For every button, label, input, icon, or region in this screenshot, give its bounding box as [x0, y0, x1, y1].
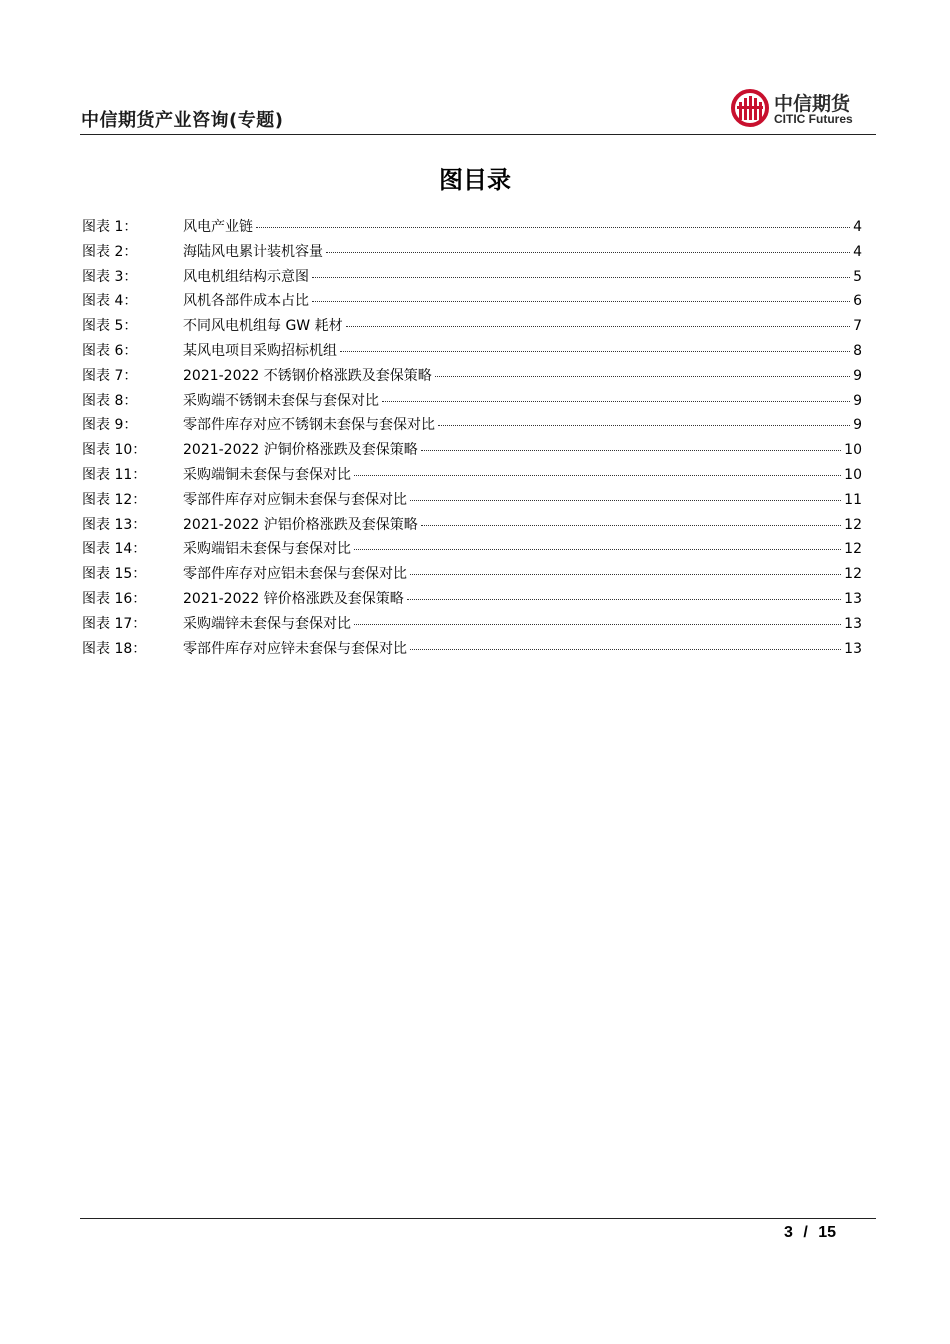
report-header-title: 中信期货产业咨询(专题) — [81, 110, 284, 131]
toc-leader-dots — [410, 649, 841, 650]
toc-entry-text: 风电产业链 — [183, 219, 253, 235]
toc-leader-dots — [256, 227, 850, 228]
toc-entry-label: 图表 13： — [82, 516, 147, 533]
toc-entry-text: 采购端锌未套保与套保对比 — [183, 615, 351, 632]
toc-entry-page: 13 — [844, 615, 862, 632]
toc-entry-page: 13 — [844, 590, 862, 607]
toc-entry[interactable] — [82, 538, 862, 563]
toc-leader-dots — [354, 475, 841, 476]
toc-leader-dots — [410, 574, 841, 575]
toc-leader-dots — [354, 549, 841, 550]
toc-entry-label: 图表 8： — [82, 392, 138, 409]
toc-leader-dots — [340, 351, 850, 352]
toc-entry[interactable] — [82, 414, 862, 439]
toc-entry[interactable] — [82, 241, 862, 266]
toc-entry-page: 7 — [853, 318, 862, 335]
toc-entry-page: 9 — [853, 417, 862, 434]
toc-entry-label: 图表 5： — [82, 318, 138, 335]
toc-entry-text: 2021-2022 不锈钢价格涨跌及套保策略 — [183, 367, 432, 384]
toc-entry[interactable] — [82, 563, 862, 588]
toc-entry-label: 图表 4： — [82, 293, 138, 310]
toc-entry[interactable] — [82, 290, 862, 315]
toc-entry-label: 图表 11： — [82, 466, 147, 483]
toc-entry-text: 不同风电机组每 GW 耗材 — [183, 318, 343, 335]
toc-entry[interactable] — [82, 638, 862, 663]
toc-entry[interactable] — [82, 216, 862, 241]
toc-entry-text: 采购端铝未套保与套保对比 — [183, 541, 351, 558]
toc-entry-label: 图表 9： — [82, 417, 138, 434]
toc-entry-label: 图表 14： — [82, 541, 147, 558]
toc-title: 图目录 — [439, 166, 511, 194]
toc-leader-dots — [354, 624, 841, 625]
toc-leader-dots — [312, 277, 850, 278]
toc-entry[interactable] — [82, 390, 862, 415]
header-divider — [80, 134, 876, 135]
toc-entry-page: 4 — [853, 219, 862, 235]
toc-entry-page: 5 — [853, 268, 862, 285]
toc-entry[interactable] — [82, 315, 862, 340]
toc-entry[interactable] — [82, 439, 862, 464]
toc-entry-label: 图表 2： — [82, 243, 138, 260]
toc-entry-text: 零部件库存对应铝未套保与套保对比 — [183, 566, 407, 583]
logo-text-chinese: 中信期货 — [774, 93, 851, 115]
toc-entry-text: 零部件库存对应不锈钢未套保与套保对比 — [183, 417, 435, 434]
toc-entry-page: 13 — [844, 640, 862, 657]
toc-entry-label: 图表 6： — [82, 342, 138, 359]
toc-entry-page: 6 — [853, 293, 862, 310]
toc-entry-page: 10 — [844, 466, 862, 483]
toc-leader-dots — [326, 252, 850, 253]
toc-entry-page: 8 — [853, 342, 862, 359]
toc-entry[interactable] — [82, 340, 862, 365]
toc-leader-dots — [421, 450, 841, 451]
citic-futures-logo — [730, 86, 862, 130]
toc-leader-dots — [346, 326, 850, 327]
logo-text-english: CITIC Futures — [774, 112, 853, 126]
toc-leader-dots — [438, 425, 850, 426]
toc-entry-label: 图表 12： — [82, 491, 147, 508]
toc-entry[interactable] — [82, 613, 862, 638]
page-number: 3 / 15 — [783, 1224, 837, 1241]
toc-entry-page: 11 — [844, 491, 862, 508]
toc-entry-label: 图表 1： — [82, 219, 138, 235]
toc-entry-page: 10 — [844, 442, 862, 459]
toc-entry-label: 图表 17： — [82, 615, 147, 632]
toc-entry-page: 9 — [853, 367, 862, 384]
toc-entry[interactable] — [82, 266, 862, 291]
toc-entry-text: 某风电项目采购招标机组 — [183, 342, 337, 359]
toc-list — [82, 216, 862, 662]
toc-entry-text: 2021-2022 沪铝价格涨跌及套保策略 — [183, 516, 418, 533]
toc-leader-dots — [410, 500, 841, 501]
toc-entry-text: 采购端不锈钢未套保与套保对比 — [183, 392, 379, 409]
toc-entry-text: 零部件库存对应锌未套保与套保对比 — [183, 640, 407, 657]
toc-leader-dots — [407, 599, 841, 600]
toc-entry-text: 零部件库存对应铜未套保与套保对比 — [183, 491, 407, 508]
toc-leader-dots — [382, 401, 850, 402]
toc-entry-page: 12 — [844, 541, 862, 558]
toc-entry-text: 风机各部件成本占比 — [183, 293, 309, 310]
toc-leader-dots — [312, 301, 850, 302]
toc-entry-page: 12 — [844, 516, 862, 533]
toc-entry-label: 图表 18： — [82, 640, 147, 657]
toc-leader-dots — [435, 376, 850, 377]
toc-entry-page: 4 — [853, 243, 862, 260]
toc-entry-page: 12 — [844, 566, 862, 583]
toc-leader-dots — [421, 525, 841, 526]
toc-entry-label: 图表 7： — [82, 367, 138, 384]
toc-entry-page: 9 — [853, 392, 862, 409]
toc-entry-label: 图表 10： — [82, 442, 147, 459]
toc-entry[interactable] — [82, 514, 862, 539]
toc-entry-text: 2021-2022 锌价格涨跌及套保策略 — [183, 590, 404, 607]
toc-entry-label: 图表 3： — [82, 268, 138, 285]
toc-entry-label: 图表 16： — [82, 590, 147, 607]
toc-entry[interactable] — [82, 365, 862, 390]
citic-logo-icon — [730, 88, 770, 128]
toc-entry-text: 采购端铜未套保与套保对比 — [183, 466, 351, 483]
toc-entry-text: 2021-2022 沪铜价格涨跌及套保策略 — [183, 442, 418, 459]
toc-entry[interactable] — [82, 489, 862, 514]
toc-entry[interactable] — [82, 588, 862, 613]
toc-entry-label: 图表 15： — [82, 566, 147, 583]
footer-divider — [80, 1218, 876, 1219]
toc-entry[interactable] — [82, 464, 862, 489]
toc-entry-text: 海陆风电累计装机容量 — [183, 243, 323, 260]
toc-entry-text: 风电机组结构示意图 — [183, 268, 309, 285]
